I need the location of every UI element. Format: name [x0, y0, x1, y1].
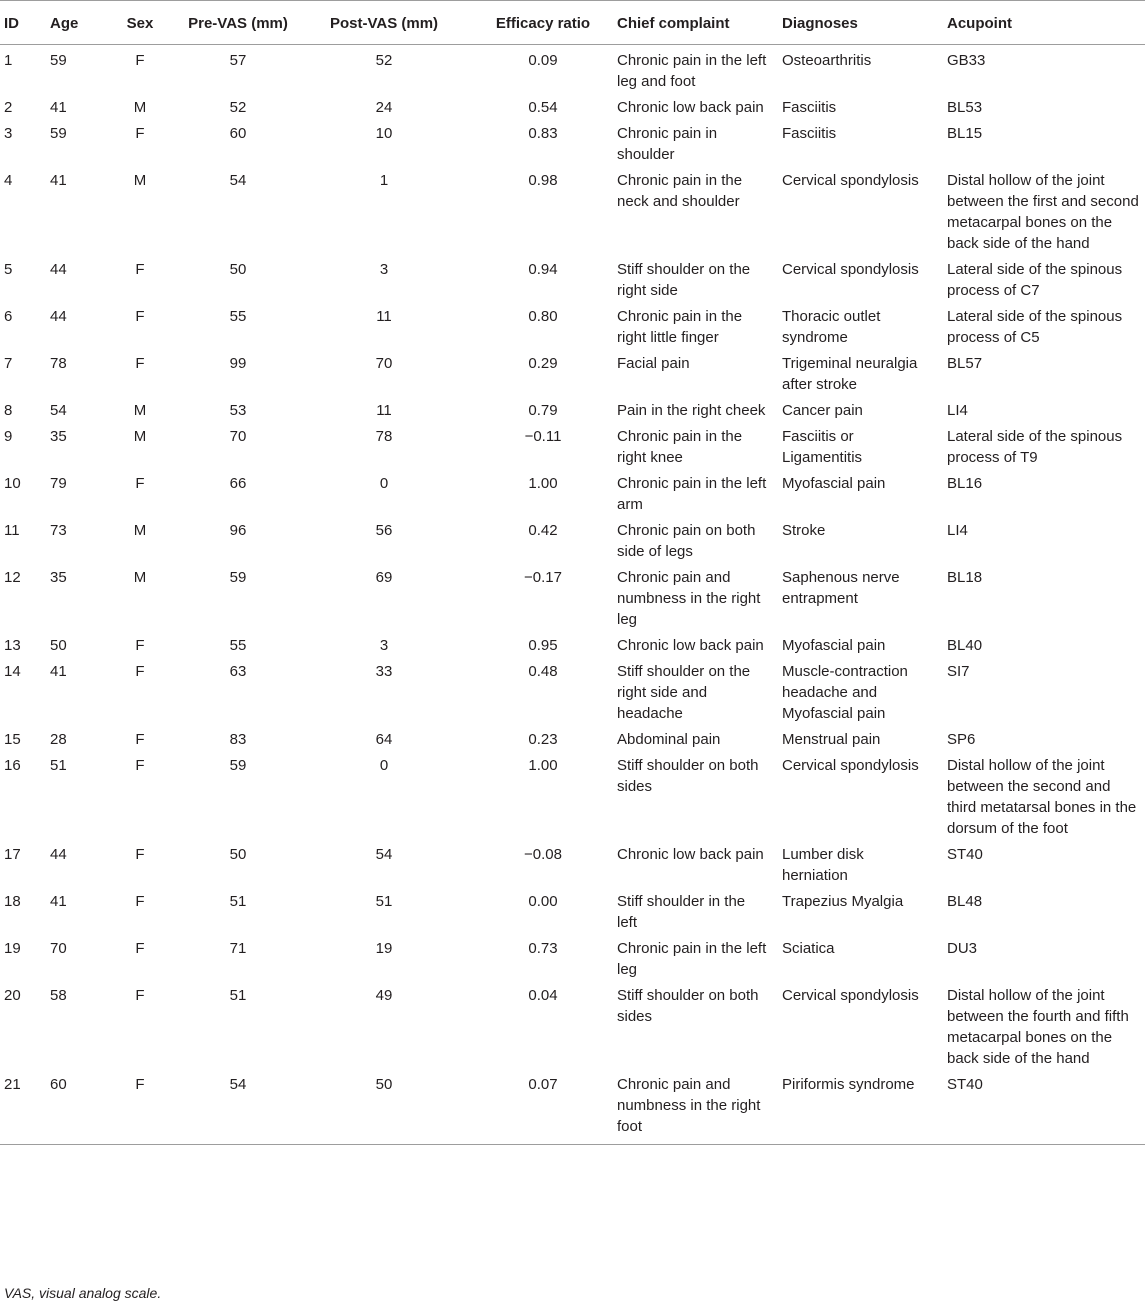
cell-chief-complaint: Stiff shoulder on the right side — [617, 261, 751, 299]
cell-id: 18 — [4, 893, 21, 910]
cell-age: 59 — [50, 52, 67, 69]
cell-post-vas: 64 — [375, 731, 393, 748]
cell-efficacy-ratio: 0.54 — [528, 99, 558, 116]
cell-chief-complaint: Chronic low back pain — [617, 99, 764, 116]
col-header-diagnoses: Diagnoses — [774, 1, 939, 45]
table-row — [0, 254, 1145, 301]
cell-post-vas: 54 — [375, 846, 393, 863]
cell-pre-vas: 71 — [229, 940, 247, 957]
cell-age: 54 — [50, 402, 67, 419]
cell-diagnoses: Stroke — [782, 522, 826, 539]
cell-id: 7 — [4, 355, 13, 372]
cell-diagnoses: Osteoarthritis — [782, 52, 872, 69]
table-row — [0, 348, 1145, 395]
cell-age: 44 — [50, 261, 67, 278]
cell-pre-vas: 52 — [229, 99, 247, 116]
cell-id: 12 — [4, 569, 21, 586]
cell-post-vas: 33 — [375, 663, 393, 680]
cell-post-vas: 78 — [375, 428, 393, 445]
cell-diagnoses: Fasciitis — [782, 99, 837, 116]
cell-id: 1 — [4, 52, 13, 69]
cell-diagnoses: Trigeminal neuralgia after stroke — [782, 355, 918, 393]
cell-acupoint: DU3 — [947, 940, 978, 957]
cell-sex: F — [135, 475, 145, 492]
cell-diagnoses: Cervical spondylosis — [782, 987, 919, 1004]
cell-pre-vas: 51 — [229, 893, 247, 910]
table-row — [0, 656, 1145, 724]
cell-acupoint: Lateral side of the spinous process of T9 — [947, 428, 1123, 466]
table-row — [0, 750, 1145, 839]
cell-acupoint: LI4 — [947, 402, 968, 419]
cell-efficacy-ratio: −0.08 — [524, 846, 562, 863]
cell-id: 3 — [4, 125, 13, 142]
cell-post-vas: 3 — [379, 261, 389, 278]
cell-chief-complaint: Chronic pain in the neck and shoulder — [617, 172, 743, 210]
cell-sex: F — [135, 637, 145, 654]
cell-efficacy-ratio: 0.48 — [528, 663, 558, 680]
cell-post-vas: 70 — [375, 355, 393, 372]
cell-chief-complaint: Chronic pain and numbness in the right leg — [617, 569, 761, 628]
cell-efficacy-ratio: 0.42 — [528, 522, 558, 539]
cell-id: 4 — [4, 172, 13, 189]
cell-efficacy-ratio: 1.00 — [528, 475, 558, 492]
cell-pre-vas: 50 — [229, 846, 247, 863]
cell-acupoint: Lateral side of the spinous process of C7 — [947, 261, 1123, 299]
cell-id: 17 — [4, 846, 21, 863]
cell-sex: M — [133, 99, 147, 116]
cell-acupoint: BL48 — [947, 893, 983, 910]
table-row — [0, 933, 1145, 980]
cell-pre-vas: 83 — [229, 731, 247, 748]
cell-chief-complaint: Chronic low back pain — [617, 846, 764, 863]
cell-id: 5 — [4, 261, 13, 278]
cell-chief-complaint: Chronic pain in the right little finger — [617, 308, 743, 346]
cell-diagnoses: Cancer pain — [782, 402, 863, 419]
cell-sex: M — [133, 402, 147, 419]
table-row — [0, 118, 1145, 165]
col-header-age: Age — [50, 1, 95, 45]
col-header-sex: Sex — [95, 1, 185, 45]
cell-age: 44 — [50, 846, 67, 863]
cell-age: 41 — [50, 172, 67, 189]
cell-diagnoses: Piriformis syndrome — [774, 1069, 939, 1145]
cell-pre-vas: 63 — [229, 663, 247, 680]
col-header-id: ID — [0, 1, 50, 45]
cell-pre-vas: 50 — [229, 261, 247, 278]
cell-chief-complaint: Stiff shoulder on both sides — [617, 987, 759, 1025]
cell-age: 41 — [50, 893, 67, 910]
cell-sex: F — [135, 663, 145, 680]
cell-efficacy-ratio: 0.95 — [528, 637, 558, 654]
table-row — [0, 886, 1145, 933]
cell-efficacy-ratio: 0.23 — [528, 731, 558, 748]
cell-pre-vas: 59 — [229, 757, 247, 774]
cell-diagnoses: Muscle-contraction headache and Myofascial pain — [782, 663, 908, 722]
cell-diagnoses: Trapezius Myalgia — [782, 893, 904, 910]
cell-efficacy-ratio: 0.73 — [528, 940, 558, 957]
table-row — [0, 45, 1145, 93]
cell-id: 2 — [4, 99, 13, 116]
cell-pre-vas: 60 — [229, 125, 247, 142]
cell-post-vas: 51 — [375, 893, 393, 910]
cell-efficacy-ratio: 0.98 — [528, 172, 558, 189]
cell-pre-vas: 55 — [229, 637, 247, 654]
cell-age: 73 — [50, 522, 67, 539]
cell-pre-vas: 53 — [229, 402, 247, 419]
cell-diagnoses: Myofascial pain — [782, 475, 886, 492]
cell-diagnoses: Fasciitis — [782, 125, 837, 142]
table-row — [0, 421, 1145, 468]
cell-age: 79 — [50, 475, 67, 492]
cell-efficacy-ratio: 0.94 — [528, 261, 558, 278]
table-row — [0, 630, 1145, 656]
cell-post-vas: 0 — [379, 757, 389, 774]
cell-sex: F — [135, 308, 145, 325]
cell-acupoint: GB33 — [947, 52, 986, 69]
cell-diagnoses: Cervical spondylosis — [782, 757, 919, 774]
cell-post-vas: 50 — [291, 1069, 477, 1145]
cell-sex: F — [135, 893, 145, 910]
cell-acupoint: SP6 — [947, 731, 976, 748]
cell-id: 15 — [4, 731, 21, 748]
cell-sex: F — [135, 731, 145, 748]
cell-efficacy-ratio: 0.07 — [477, 1069, 609, 1145]
cell-diagnoses: Fasciitis or Ligamentitis — [782, 428, 863, 466]
cell-age: 51 — [50, 757, 67, 774]
cell-id: 19 — [4, 940, 21, 957]
cell-pre-vas: 59 — [229, 569, 247, 586]
cell-pre-vas: 57 — [229, 52, 247, 69]
cell-chief-complaint: Stiff shoulder on the right side and headache — [617, 663, 751, 722]
cell-diagnoses: Myofascial pain — [782, 637, 886, 654]
cell-diagnoses: Cervical spondylosis — [782, 261, 919, 278]
table-header — [0, 1, 1145, 45]
cell-sex: F — [135, 846, 145, 863]
cell-post-vas: 19 — [375, 940, 393, 957]
table-row — [0, 468, 1145, 515]
table-row — [0, 92, 1145, 118]
table-row — [0, 980, 1145, 1069]
cell-sex: F — [135, 52, 145, 69]
table-row — [0, 724, 1145, 750]
cell-sex: F — [135, 125, 145, 142]
cell-sex: F — [135, 987, 145, 1004]
cell-pre-vas: 51 — [229, 987, 247, 1004]
cell-post-vas: 0 — [379, 475, 389, 492]
col-header-acupoint: Acupoint — [939, 1, 1145, 45]
cell-id: 20 — [4, 987, 21, 1004]
cell-diagnoses: Saphenous nerve entrapment — [782, 569, 900, 607]
cell-id: 8 — [4, 402, 13, 419]
cell-efficacy-ratio: 1.00 — [528, 757, 558, 774]
cell-acupoint: Distal hollow of the joint between the second and third metatarsal bones in the dorsum of the foot — [947, 757, 1137, 837]
cell-post-vas: 1 — [379, 172, 389, 189]
table-row — [0, 165, 1145, 254]
cell-diagnoses: Thoracic outlet syndrome — [782, 308, 881, 346]
cell-acupoint: BL53 — [947, 99, 983, 116]
cell-id: 10 — [4, 475, 21, 492]
cell-chief-complaint: Chronic pain in the left leg and foot — [617, 52, 767, 90]
header-row — [0, 1, 1145, 45]
cell-post-vas: 56 — [375, 522, 393, 539]
cell-chief-complaint: Abdominal pain — [617, 731, 721, 748]
cell-acupoint: SI7 — [947, 663, 970, 680]
cell-acupoint: LI4 — [947, 522, 968, 539]
cell-chief-complaint: Stiff shoulder in the left — [617, 893, 746, 931]
cell-post-vas: 11 — [376, 308, 392, 325]
cell-chief-complaint: Chronic pain in the right knee — [617, 428, 743, 466]
cell-post-vas: 52 — [375, 52, 393, 69]
cell-age: 78 — [50, 355, 67, 372]
cell-sex: F — [135, 940, 145, 957]
cell-acupoint: BL16 — [947, 475, 983, 492]
cell-sex: M — [133, 172, 147, 189]
cell-diagnoses: Menstrual pain — [782, 731, 881, 748]
table-row — [0, 1069, 1145, 1145]
cell-pre-vas: 99 — [229, 355, 247, 372]
cell-diagnoses: Sciatica — [782, 940, 835, 957]
col-header-chief-complaint: Chief complaint — [609, 1, 774, 45]
cell-acupoint: ST40 — [947, 846, 983, 863]
cell-chief-complaint: Chronic low back pain — [617, 637, 764, 654]
cell-id: 9 — [4, 428, 13, 445]
cell-pre-vas: 54 — [185, 1069, 291, 1145]
cell-acupoint: BL40 — [947, 637, 983, 654]
cell-chief-complaint: Facial pain — [617, 355, 690, 372]
cell-acupoint: Distal hollow of the joint between the fourth and fifth metacarpal bones on the back side of the hand — [947, 987, 1129, 1067]
cell-acupoint: Distal hollow of the joint between the first and second metacarpal bones on the back side of the hand — [947, 172, 1139, 252]
cell-id: 11 — [4, 522, 20, 539]
cell-sex: F — [95, 1069, 185, 1145]
cell-id: 16 — [4, 757, 21, 774]
cell-age: 28 — [50, 731, 67, 748]
cell-age: 70 — [50, 940, 67, 957]
col-header-post-vas: Post-VAS (mm) — [291, 1, 477, 45]
cell-id: 6 — [4, 308, 13, 325]
cell-post-vas: 11 — [376, 402, 392, 419]
table-footnote: VAS, visual analog scale. — [4, 1285, 162, 1301]
cell-id: 14 — [4, 663, 21, 680]
cell-chief-complaint: Chronic pain on both side of legs — [617, 522, 756, 560]
cell-chief-complaint: Chronic pain in the left leg — [617, 940, 767, 978]
cell-age: 50 — [50, 637, 67, 654]
cell-pre-vas: 54 — [229, 172, 247, 189]
cell-id: 13 — [4, 637, 21, 654]
cell-id: 21 — [0, 1069, 50, 1145]
cell-diagnoses: Cervical spondylosis — [782, 172, 919, 189]
cell-sex: M — [133, 569, 147, 586]
cell-age: 60 — [50, 1069, 95, 1145]
cell-age: 41 — [50, 663, 67, 680]
table-row — [0, 395, 1145, 421]
cell-efficacy-ratio: 0.00 — [528, 893, 558, 910]
cell-age: 35 — [50, 428, 67, 445]
cell-pre-vas: 55 — [229, 308, 247, 325]
cell-sex: F — [135, 757, 145, 774]
cell-acupoint: BL15 — [947, 125, 983, 142]
cell-sex: M — [133, 522, 147, 539]
col-header-pre-vas: Pre-VAS (mm) — [185, 1, 291, 45]
cell-sex: F — [135, 355, 145, 372]
col-header-efficacy-ratio: Efficacy ratio — [477, 1, 609, 45]
cell-efficacy-ratio: 0.29 — [528, 355, 558, 372]
cell-efficacy-ratio: 0.80 — [528, 308, 558, 325]
cell-age: 41 — [50, 99, 67, 116]
cell-acupoint: BL18 — [947, 569, 983, 586]
cell-efficacy-ratio: −0.17 — [524, 569, 562, 586]
cell-acupoint: BL57 — [947, 355, 983, 372]
cell-acupoint: Lateral side of the spinous process of C5 — [947, 308, 1123, 346]
cell-efficacy-ratio: 0.79 — [528, 402, 558, 419]
cell-age: 59 — [50, 125, 67, 142]
cell-chief-complaint: Pain in the right cheek — [617, 402, 766, 419]
cell-post-vas: 69 — [375, 569, 393, 586]
cell-acupoint: ST40 — [939, 1069, 1145, 1145]
cell-sex: F — [135, 261, 145, 278]
cell-post-vas: 3 — [379, 637, 389, 654]
cell-sex: M — [133, 428, 147, 445]
cell-age: 44 — [50, 308, 67, 325]
cell-pre-vas: 96 — [229, 522, 247, 539]
cell-chief-complaint: Chronic pain in the left arm — [617, 475, 767, 513]
table-row — [0, 839, 1145, 886]
table-body — [0, 45, 1145, 1145]
cell-chief-complaint: Chronic pain in shoulder — [617, 125, 718, 163]
cell-efficacy-ratio: −0.11 — [524, 428, 562, 445]
cell-post-vas: 24 — [375, 99, 393, 116]
cell-pre-vas: 66 — [229, 475, 247, 492]
cell-chief-complaint: Stiff shoulder on both sides — [617, 757, 759, 795]
table-row — [0, 562, 1145, 630]
cell-post-vas: 49 — [375, 987, 393, 1004]
cell-efficacy-ratio: 0.83 — [528, 125, 558, 142]
cell-efficacy-ratio: 0.09 — [528, 52, 558, 69]
cell-diagnoses: Lumber disk herniation — [782, 846, 864, 884]
cell-post-vas: 10 — [375, 125, 393, 142]
cell-chief-complaint: Chronic pain and numbness in the right foot — [609, 1069, 774, 1145]
cell-pre-vas: 70 — [229, 428, 247, 445]
table-row — [0, 301, 1145, 348]
table-row — [0, 515, 1145, 562]
cell-age: 58 — [50, 987, 67, 1004]
cell-age: 35 — [50, 569, 67, 586]
cell-efficacy-ratio: 0.04 — [528, 987, 558, 1004]
